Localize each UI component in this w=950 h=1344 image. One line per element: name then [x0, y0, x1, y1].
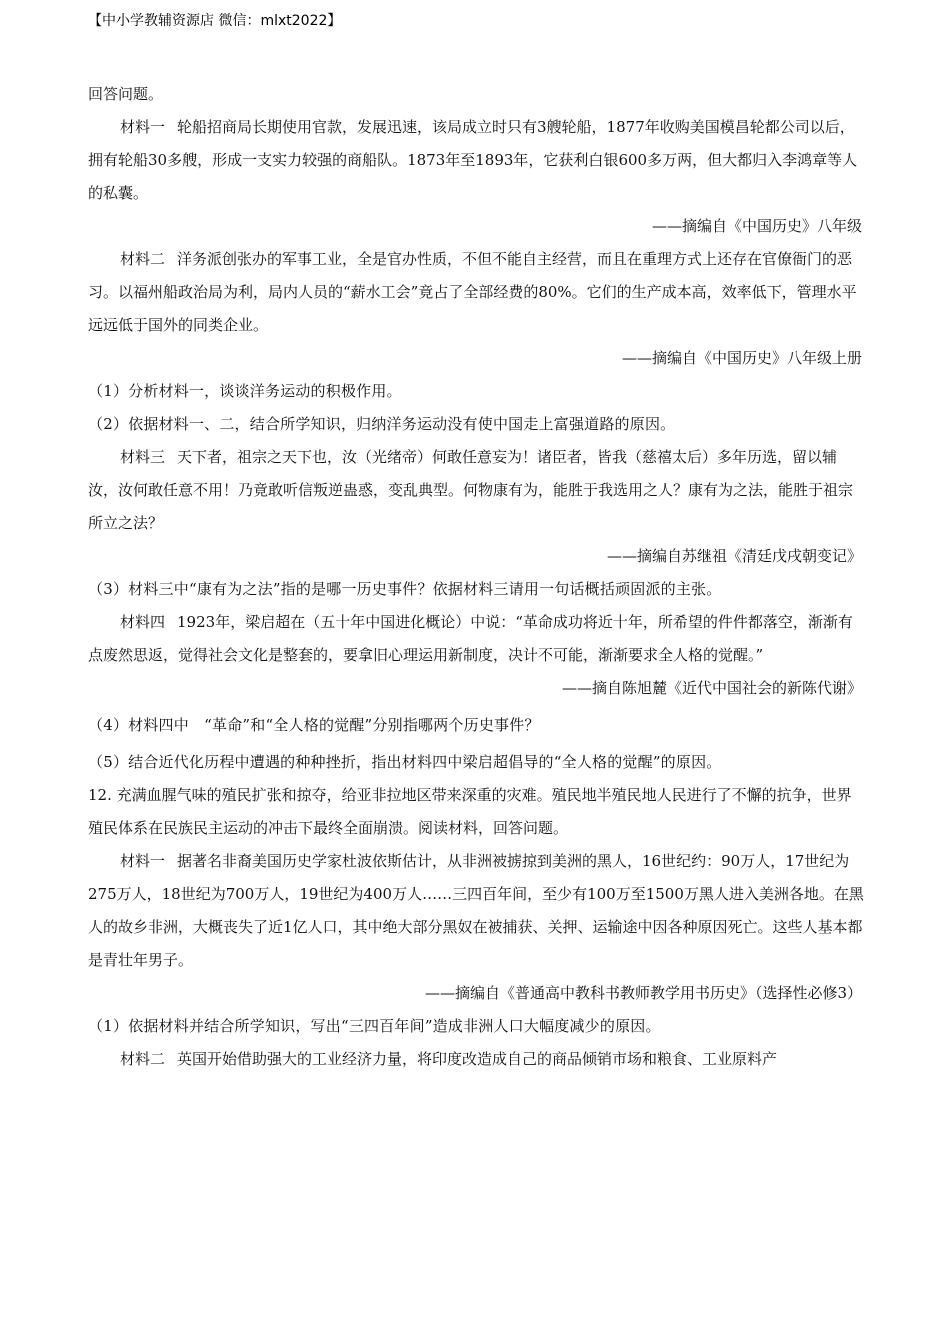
material-2-text: 洋务派创张办的军事工业，全是官办性质，不但不能自主经营，而且在重理方式上还存在官僚衙门的恶习。以福州船政治局为利，局内人员的“薪水工会”竟占了全部经费的80%。它们的生产成本高，效率低下，管理水平远远低于国外的同类企业。: [88, 250, 857, 334]
material-1-text: 轮船招商局长期使用官款，发展迅速，该局成立时只有3艘轮船，1877年收购美国模昌轮都公司以后，拥有轮船30多艘，形成一支实力较强的商船队。1873年至1893年，它获利白银600多万两，但大都归入李鸿章等人的私囊。: [88, 118, 858, 202]
material-1-source: ——摘编自《中国历史》八年级: [651, 217, 862, 235]
material-1-label: 材料一: [120, 118, 166, 136]
material-3-text: 天下者，祖宗之天下也，汝（光绪帝）何敢任意妄为！诸臣者，皆我（慈禧太后）多年历选，留以辅汝，汝何敢任意不用！乃竟敢听信叛逆蛊惑，变乱典型。何物康有为，能胜于我选用之人？康有为之法，能胜于祖宗所立之法？: [88, 448, 854, 532]
material-4-label: 材料四: [120, 613, 166, 631]
material-5: [88, 845, 864, 977]
question-12: 12. 充满血腥气味的殖民扩张和掠夺，给亚非拉地区带来深重的灾难。殖民地半殖民地人民进行了不懈的抗争，世界殖民体系在民族民主运动的冲击下最终全面崩溃。阅读材料，回答问题。: [88, 786, 852, 837]
material-4-text: 1923年，梁启超在（五十年中国进化概论）中说：“革命成功将近十年，所希望的件件都落空，渐渐有点废然思返，觉得社会文化是整套的，要拿旧心理运用新制度，决计不可能，渐渐要求全人格的觉醒。”: [88, 613, 853, 664]
material-5-label: 材料一: [120, 852, 166, 870]
material-6-text: 英国开始借助强大的工业经济力量，将印度改造成自己的商品倾销市场和粮食、工业原料产: [177, 1050, 778, 1068]
material-1: [88, 111, 864, 210]
question-3: （3）材料三中“康有为之法”指的是哪一历史事件？依据材料三请用一句话概括顽固派的主张。: [88, 580, 722, 598]
material-5-source: ——摘编自《普通高中教科书教师教学用书历史》（选择性必修3）: [424, 984, 862, 1002]
material-6-label: 材料二: [120, 1050, 166, 1068]
material-6: [88, 1043, 864, 1076]
material-2-source: ——摘编自《中国历史》八年级上册: [621, 349, 862, 367]
page-header: 【中小学教辅资源店 微信：mlxt2022】: [88, 13, 342, 29]
material-3-source: ——摘编自苏继祖《清廷戊戌朝变记》: [606, 547, 862, 565]
material-5-text: 据著名非裔美国历史学家杜波依斯估计，从非洲被掳掠到美洲的黑人，16世纪约：90万人，17世纪为275万人，18世纪为700万人，19世纪为400万人……三四百年间，至少有100万至1500万黑人进入美洲各地。在黑人的故乡非洲，大概丧失了近1亿人口，其中绝大部分黑奴在被捕获、关押、运输途中因各种原因死亡。这些人基本都是青壮年男子。: [88, 852, 864, 969]
question-4: （4）材料四中 “革命”和“全人格的觉醒”分别指哪两个历史事件？: [88, 716, 540, 734]
material-4-source: ——摘自陈旭麓《近代中国社会的新陈代谢》: [561, 679, 862, 697]
question-2: （2）依据材料一、二，结合所学知识，归纳洋务运动没有使中国走上富强道路的原因。: [88, 415, 676, 433]
question-5: （5）结合近代化历程中遭遇的种种挫折，指出材料四中梁启超倡导的“全人格的觉醒”的原因。: [88, 753, 722, 771]
question-1: （1）分析材料一，谈谈洋务运动的积极作用。: [88, 382, 402, 400]
intro-text: 回答问题。: [88, 85, 164, 103]
material-4: [88, 606, 864, 672]
material-3-label: 材料三: [120, 448, 166, 466]
material-2: [88, 243, 864, 342]
document-body: [88, 78, 864, 1076]
question-12-1: （1）依据材料并结合所学知识，写出“三四百年间”造成非洲人口大幅度减少的原因。: [88, 1017, 661, 1035]
material-2-label: 材料二: [120, 250, 166, 268]
material-3: [88, 441, 864, 540]
